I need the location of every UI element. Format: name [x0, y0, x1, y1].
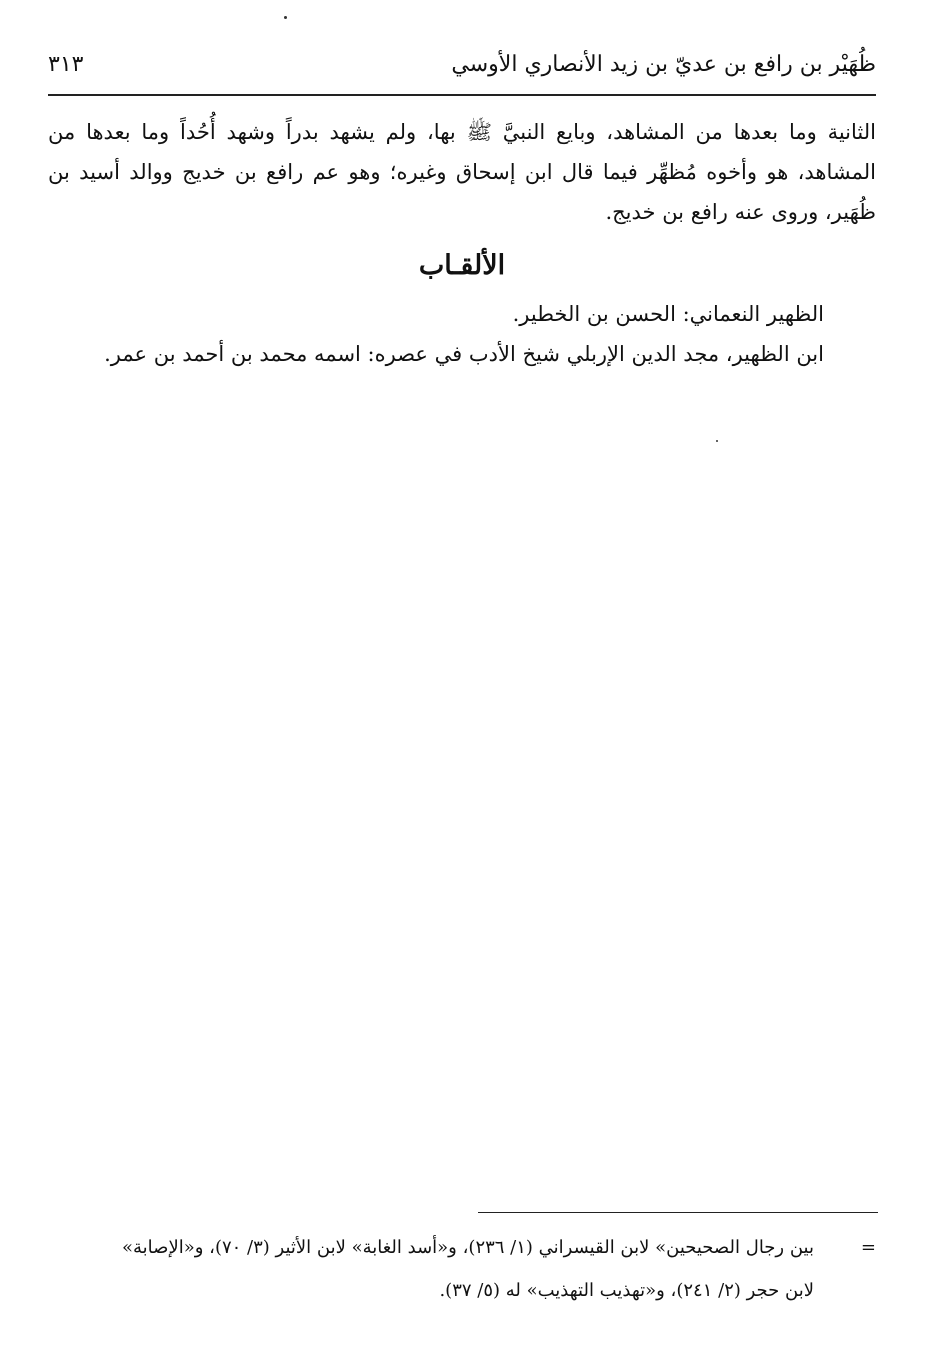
page-header: [48, 52, 876, 92]
footnote: [52, 1226, 876, 1312]
running-title: ظُهَيْر بن رافع بن عديّ بن زيد الأنصاري الأوسي: [451, 52, 876, 77]
footnote-continuation-mark: =: [860, 1237, 876, 1258]
header-rule: [48, 94, 876, 96]
main-text: [48, 112, 876, 374]
entry-item: ابن الظهير، مجد الدين الإربلي شيخ الأدب في عصره: اسمه محمد بن أحمد بن عمر.: [104, 342, 824, 366]
page-number: ٣١٣: [48, 52, 84, 77]
scan-speck: [284, 16, 287, 19]
footnote-line: بين رجال الصحيحين» لابن القيسراني (١/ ٢٣٦)، و«أسد الغابة» لابن الأثير (٣/ ٧٠)، و«الإصابة»: [122, 1237, 814, 1258]
entry-item: الظهير النعماني: الحسن بن الخطير.: [512, 302, 824, 326]
scan-speck: [716, 440, 718, 442]
footnote-rule: [478, 1212, 878, 1213]
section-title: الألقـاب: [418, 250, 506, 281]
footnote-line: لابن حجر (٢/ ٢٤١)، و«تهذيب التهذيب» له (٥/ ٣٧).: [439, 1280, 814, 1301]
biography-paragraph: الثانية وما بعدها من المشاهد، وبايع النبيَّ ﷺ بها، ولم يشهد بدراً وشهد أُحُداً وما بعدها من المشاهد، هو وأخوه مُظهِّر فيما قال ابن إسحاق وغيره؛ وهو عم رافع بن خديج ووالد أسيد بن ظُهَير، وروى عنه رافع بن خديج.: [48, 120, 876, 224]
